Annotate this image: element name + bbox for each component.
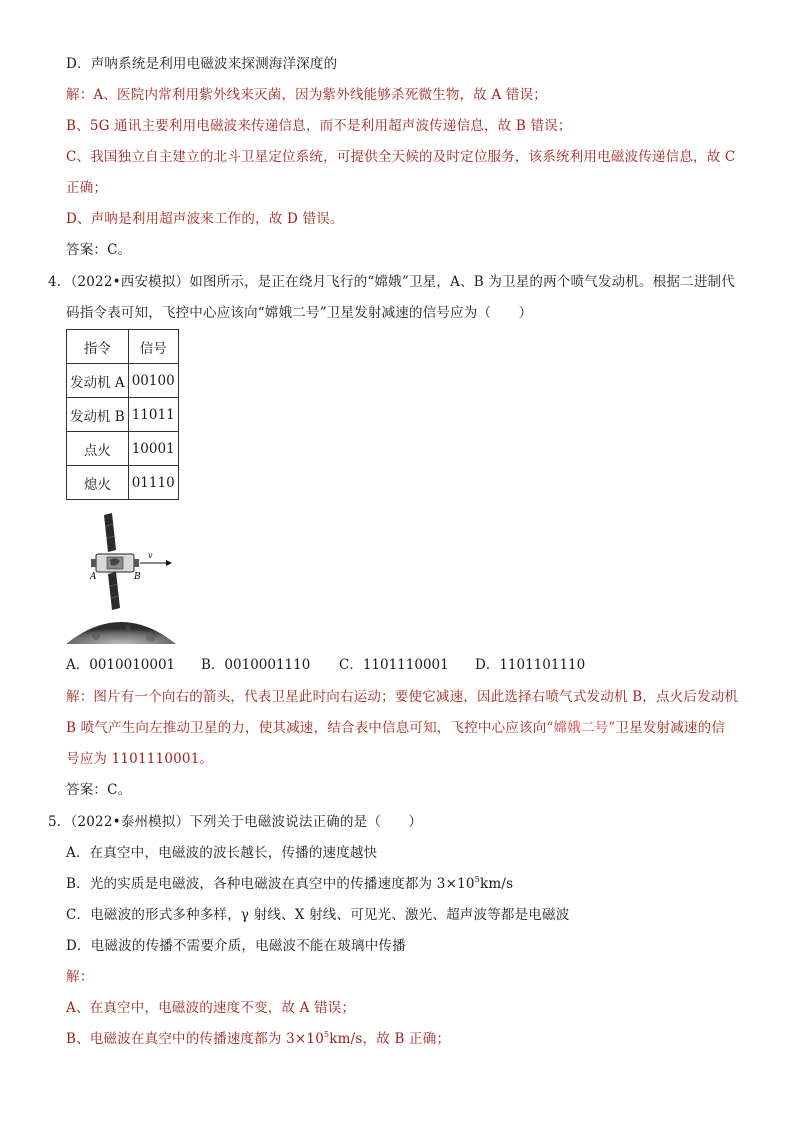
solution-line <box>66 719 725 737</box>
solution-line: 正确； <box>66 180 108 196</box>
table-cell: 01110 <box>128 466 178 500</box>
table-row <box>67 364 179 398</box>
label-b: B <box>134 572 141 582</box>
table-cell: 点火 <box>67 432 129 466</box>
option-text: B．光的实质是电磁波，各种电磁波在真空中的传播速度都为 3×10 <box>66 876 475 892</box>
option-d-text: D．声呐系统是利用电磁波来探测海洋深度的 <box>66 56 338 72</box>
table-cell: 熄火 <box>67 466 129 500</box>
option-d: D．1101101110 <box>475 657 586 673</box>
solution-line: A、在真空中，电磁波的速度不变，故 A 错误； <box>66 1000 356 1016</box>
question-number: 5． <box>48 814 71 830</box>
question-number: 4． <box>48 274 71 290</box>
option-c: C．1101110001 <box>339 657 449 673</box>
solution-line: B、5G 通讯主要利用电磁波来传递信息，而不是利用超声波传递信息，故 B 错误； <box>66 118 572 134</box>
exponent: 5 <box>474 874 480 884</box>
moon-surface <box>66 622 176 644</box>
table-row <box>67 398 179 432</box>
table-header-row <box>67 330 179 364</box>
table-cell: 10001 <box>128 432 178 466</box>
satellite-figure <box>66 512 176 644</box>
solar-panel-lower <box>108 572 120 610</box>
solution-text: B 喷气产生向左推动卫星的力，使其减速，结合表中信息可知，飞控中心应该向 <box>66 720 547 736</box>
table-cell: 发动机 A <box>67 364 129 398</box>
option-b <box>66 875 513 893</box>
option-c: C．电磁波的形式多种多样，γ 射线、X 射线、可见光、激光、超声波等都是电磁波 <box>66 907 570 923</box>
table-row <box>67 432 179 466</box>
option-b: B．0010001110 <box>201 657 311 673</box>
label-a: A <box>90 572 97 582</box>
solution-line: 解：A、医院内常利用紫外线来灭菌，因为紫外线能够杀死微生物，故 A 错误； <box>66 87 547 103</box>
table-row <box>67 466 179 500</box>
unit: km/s <box>480 876 514 892</box>
question-stem: （2022•西安模拟）如图所示，是正在绕月飞行的“嫦娥”卫星，A、B 为卫星的两个喷气发动机。根据二进制代 <box>70 274 735 290</box>
table-header: 指令 <box>67 330 129 364</box>
question-4 <box>48 273 735 291</box>
solution-line: 解：图片有一个向右的箭头，代表卫星此时向右运动；要使它减速，因此选择右喷气式发动机 B，点火后发动机 <box>66 689 739 705</box>
option-d: D．电磁波的传播不需要介质，电磁波不能在玻璃中传播 <box>66 938 406 954</box>
signal-table <box>66 329 179 500</box>
exponent: 5 <box>324 1029 330 1039</box>
solution-text: B、电磁波在真空中的传播速度都为 3×10 <box>66 1031 324 1047</box>
question-stem-cont: 码指令表可知，飞控中心应该向“嫦娥二号”卫星发射减速的信号应为（ ） <box>66 305 533 321</box>
arrow-right-icon <box>166 560 172 566</box>
table-cell: 发动机 B <box>67 398 129 432</box>
option-a: A．在真空中，电磁波的波长越长，传播的速度越快 <box>66 845 378 861</box>
answer-line: 答案：C。 <box>66 242 132 258</box>
satellite-name: “嫦娥二号” <box>546 720 616 736</box>
solution-line: C、我国独立自主建立的北斗卫星定位系统，可提供全天候的及时定位服务，该系统利用电磁波传递信息，故 C <box>66 149 736 165</box>
table-header: 信号 <box>128 330 178 364</box>
answer-line: 答案：C。 <box>66 782 132 798</box>
thruster-b <box>134 559 139 567</box>
solution-line: D、声呐是利用超声波来工作的，故 D 错误。 <box>66 211 344 227</box>
solution-text: 卫星发射减速的信 <box>615 720 726 736</box>
solar-panel-upper <box>104 513 116 552</box>
solution-line: 号应为 1101110001。 <box>66 751 214 767</box>
solution-head: 解： <box>66 969 94 985</box>
question-stem: （2022•泰州模拟）下列关于电磁波说法正确的是（ ） <box>70 814 423 830</box>
table-cell: 00100 <box>128 364 178 398</box>
thruster-a <box>91 559 96 567</box>
option-a: A．0010010001 <box>66 657 176 673</box>
solution-text: km/s，故 B 正确； <box>329 1031 451 1047</box>
table-cell: 11011 <box>128 398 178 432</box>
question-5 <box>48 813 422 831</box>
solution-line <box>66 1030 450 1048</box>
velocity-label: v <box>148 551 153 560</box>
